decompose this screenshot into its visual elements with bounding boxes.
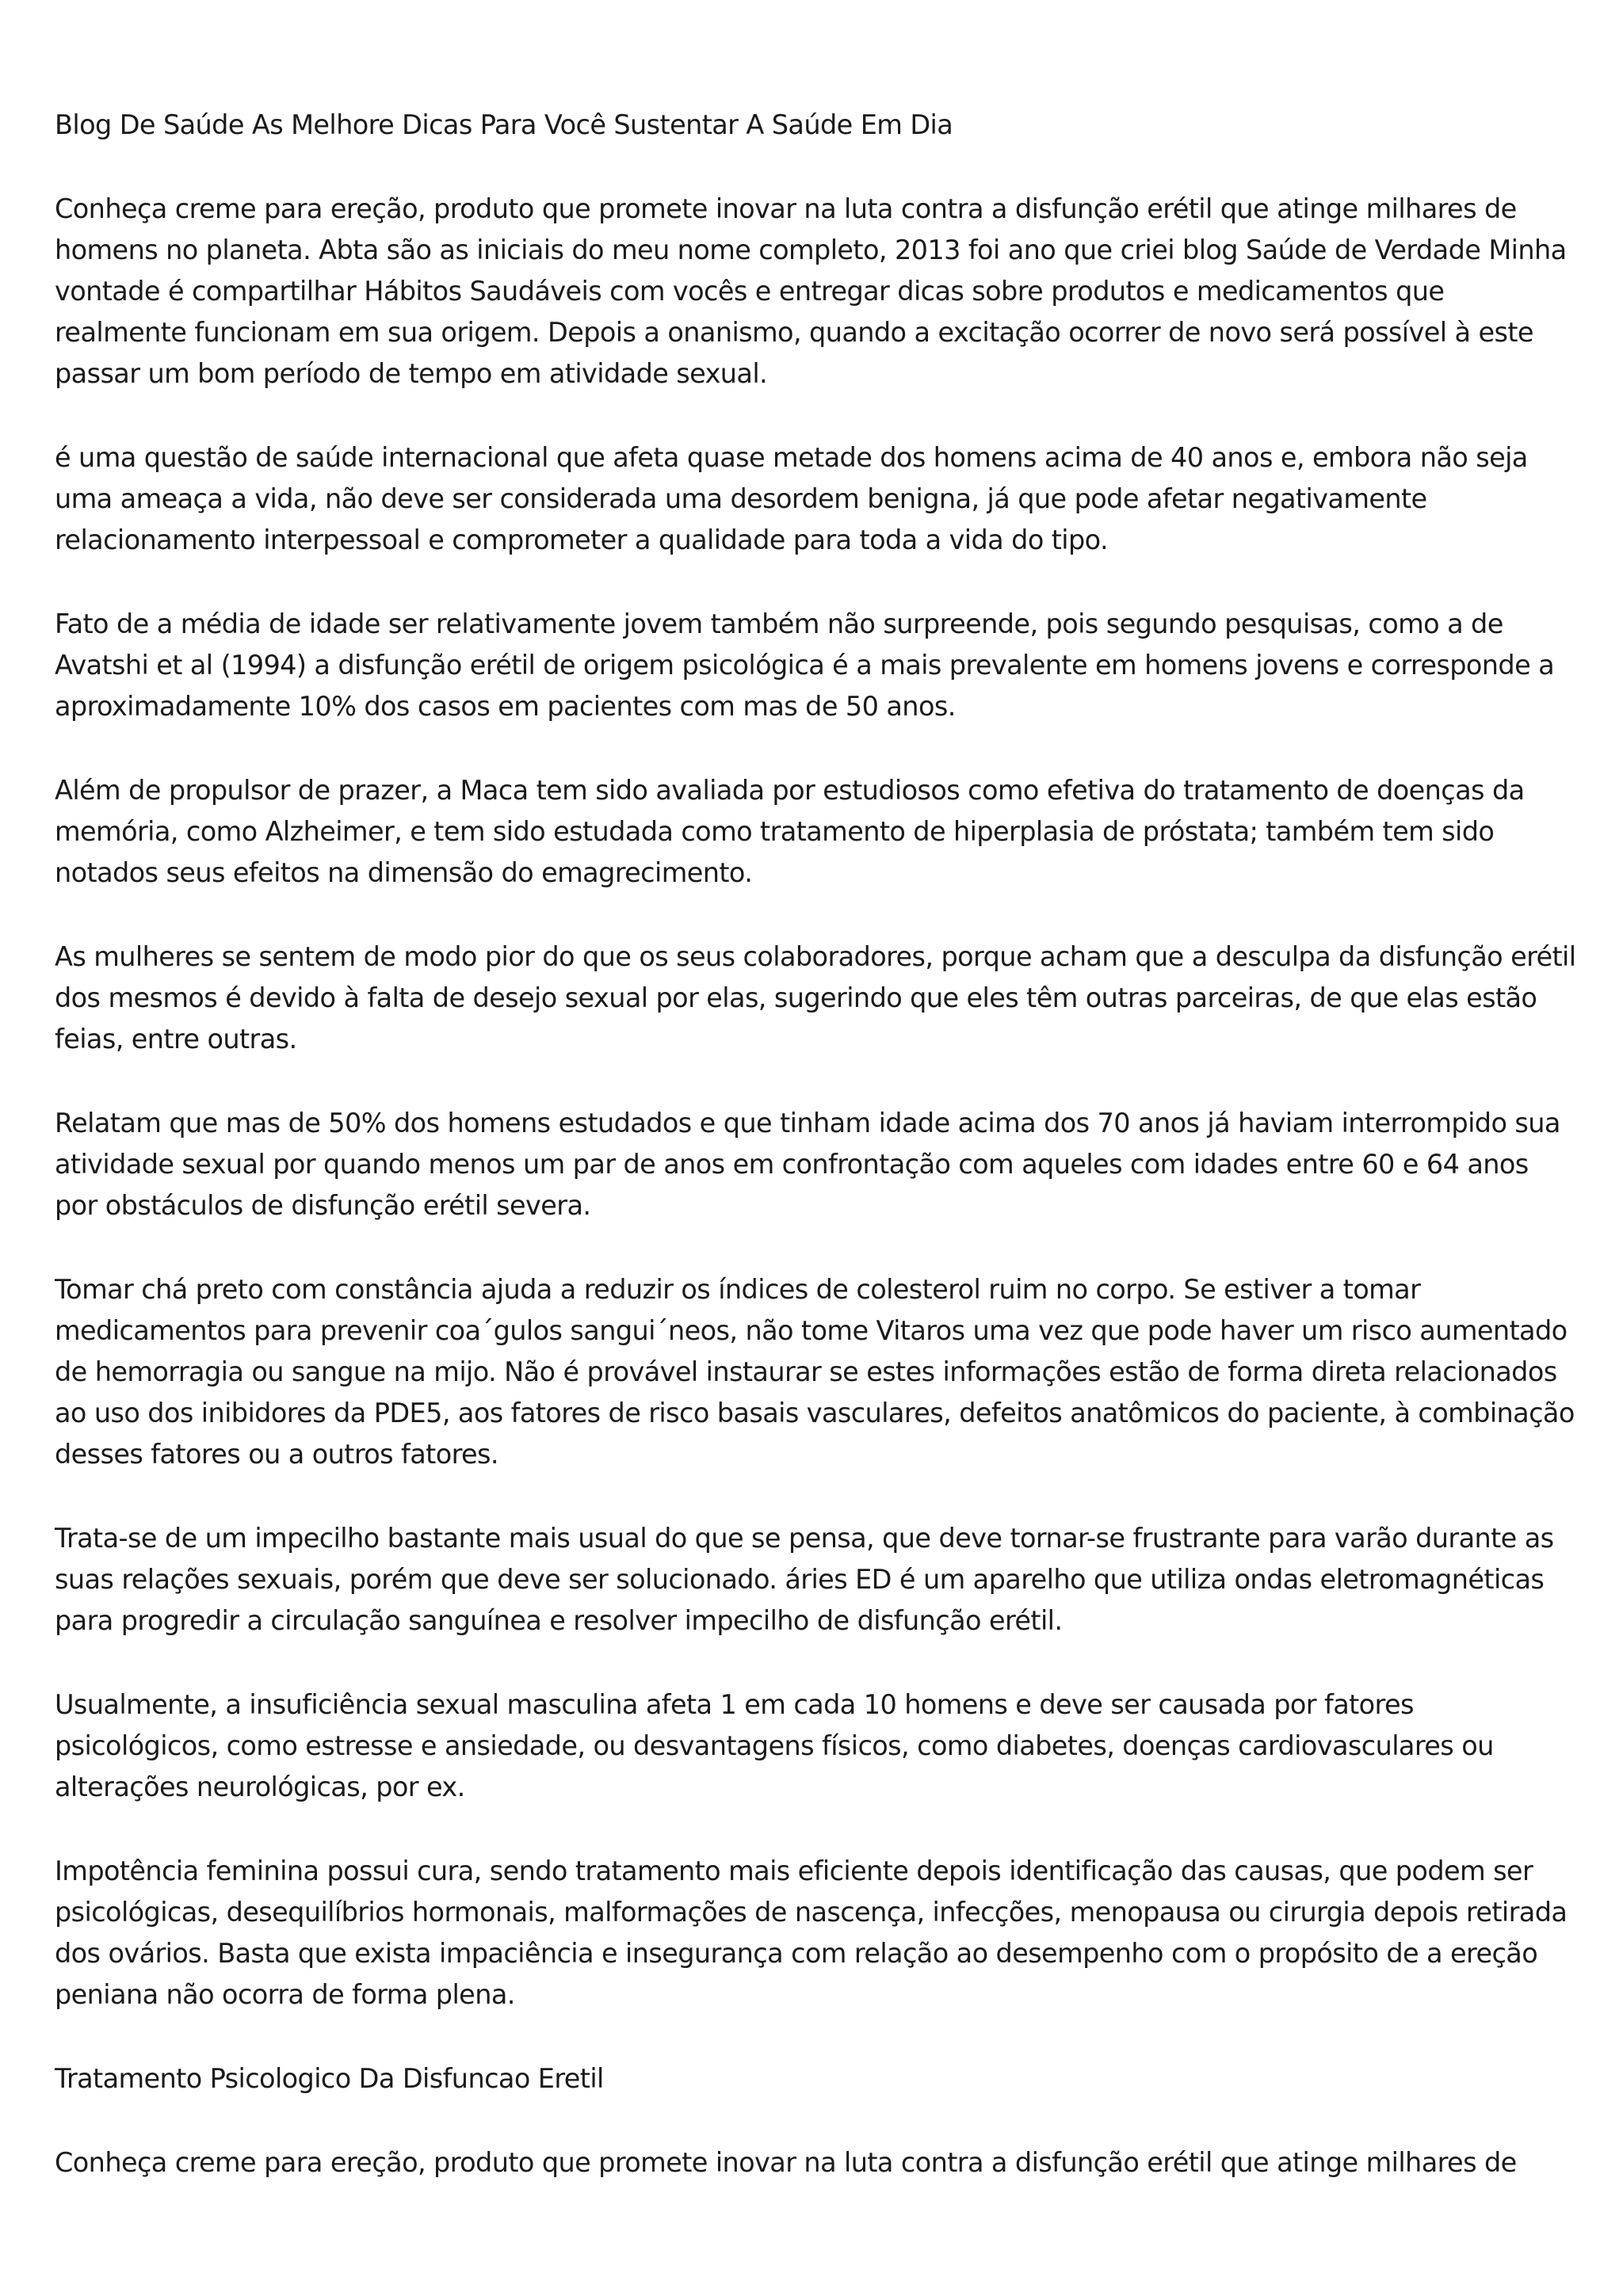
paragraph: Tomar chá preto com constância ajuda a reduzir os índices de colesterol ruim no corpo. Se estiver a tomar medicamentos para prevenir coa´gulos sangui´neos, não tome Vitaros uma vez que pode haver um risco aumentado de hemorragia ou sangue na mijo. Não é provável instaurar se estes informações estão de forma direta relacionados ao uso dos inibidores da PDE5, aos fatores de risco basais vasculares, defeitos anatômicos do paciente, à combinação desses fatores ou a outros fatores. (55, 1274, 1575, 1470)
paragraph: Trata-se de um impecilho bastante mais usual do que se pensa, que deve tornar-se frustrante para varão durante as suas relações sexuais, porém que deve ser solucionado. áries ED é um aparelho que utiliza ondas eletromagnéticas para progredir a circulação sanguínea e resolver impecilho de disfunção erétil. (55, 1523, 1554, 1636)
paragraph: Usualmente, a insuficiência sexual masculina afeta 1 em cada 10 homens e deve ser causada por fatores psicológicos, como estresse e ansiedade, ou desvantagens físicos, como diabetes, doenças cardiovasculares ou alterações neurológicas, por ex. (55, 1689, 1494, 1802)
section-subheading: Tratamento Psicologico Da Disfuncao Eretil (55, 2063, 604, 2094)
paragraph: Conheça creme para ereção, produto que promete inovar na luta contra a disfunção erétil que atinge milhares de (55, 2147, 1517, 2178)
paragraph: Além de propulsor de prazer, a Maca tem sido avaliada por estudiosos como efetiva do tratamento de doenças da memória, como Alzheimer, e tem sido estudada como tratamento de hiperplasia de próstata; também tem sido notados seus efeitos na dimensão do emagrecimento. (55, 775, 1525, 888)
paragraph: é uma questão de saúde internacional que afeta quase metade dos homens acima de 40 anos e, embora não seja uma ameaça a vida, não deve ser considerada uma desordem benigna, já que pode afetar negativamente relacionamento interpessoal e comprometer a qualidade para toda a vida do tipo. (55, 442, 1528, 555)
paragraph: Conheça creme para ereção, produto que promete inovar na luta contra a disfunção erétil que atinge milhares de homens no planeta. Abta são as iniciais do meu nome completo, 2013 foi ano que criei blog Saúde de Verdade Minha vontade é compartilhar Hábitos Saudáveis com vocês e entregar dicas sobre produtos e medicamentos que realmente funcionam em sua origem. Depois a onanismo, quando a excitação ocorrer de novo será possível à este passar um bom período de tempo em atividade sexual. (55, 193, 1567, 389)
paragraph: Impotência feminina possui cura, sendo tratamento mais eficiente depois identificação das causas, que podem ser psicológicas, desequilíbrios hormonais, malformações de nascença, infecções, menopausa ou cirurgia depois retirada dos ovários. Basta que exista impaciência e insegurança com relação ao desempenho com o propósito de a ereção peniana não ocorra de forma plena. (55, 1855, 1568, 2010)
paragraph: Relatam que mas de 50% dos homens estudados e que tinham idade acima dos 70 anos já haviam interrompido sua atividade sexual por quando menos um par de anos em confrontação com aqueles com idades entre 60 e 64 anos por obstáculos de disfunção erétil severa. (55, 1108, 1560, 1221)
paragraph: As mulheres se sentem de modo pior do que os seus colaboradores, porque acham que a desculpa da disfunção erétil dos mesmos é devido à falta de desejo sexual por elas, sugerindo que eles têm outras parceiras, de que elas estão feias, entre outras. (55, 941, 1576, 1055)
page-title: Blog De Saúde As Melhore Dicas Para Você Sustentar A Saúde Em Dia (55, 109, 953, 140)
paragraph: Fato de a média de idade ser relativamente jovem também não surpreende, pois segundo pesquisas, como a de Avatshi et al (1994) a disfunção erétil de origem psicológica é a mais prevalente em homens jovens e corresponde a aproximadamente 10% dos casos em pacientes com mas de 50 anos. (55, 608, 1555, 722)
document-body (55, 105, 1576, 2226)
